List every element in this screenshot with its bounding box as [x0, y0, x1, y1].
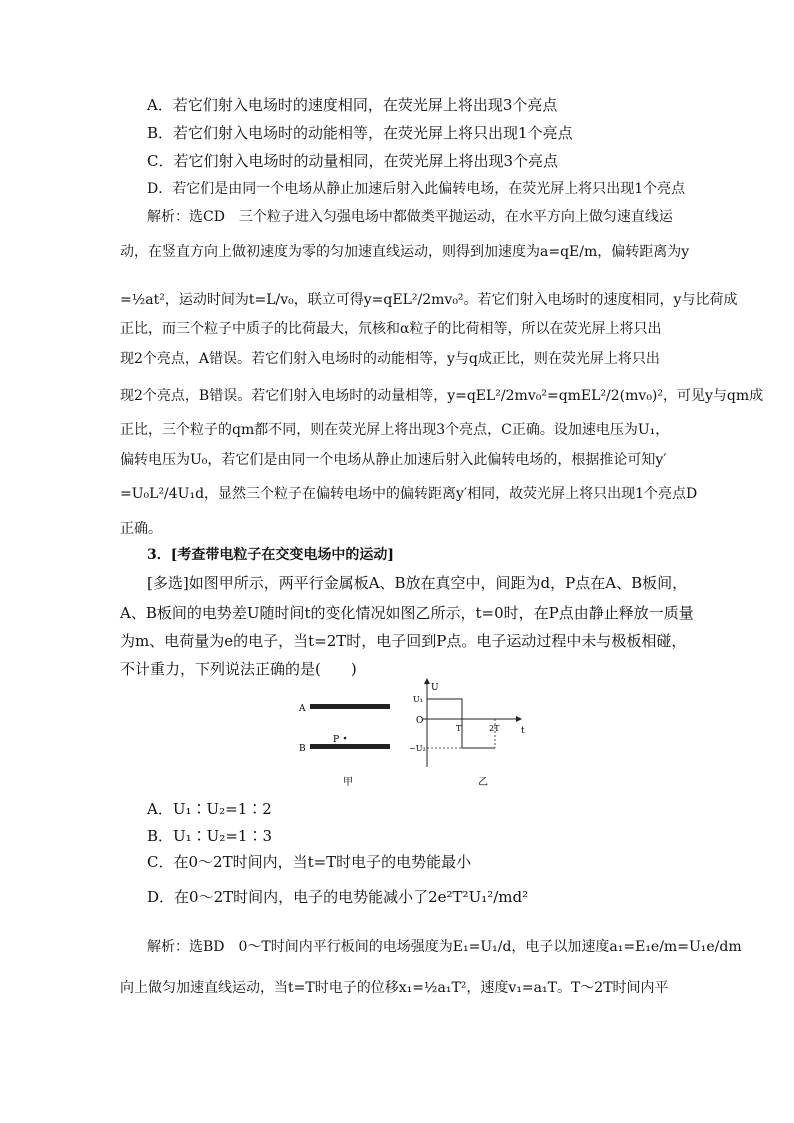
t-axis-arrow [516, 716, 522, 722]
caption-left: 甲 [343, 777, 353, 788]
analysis-line: 现2个亮点，A错误。若它们射入电场时的动能相等，y与q成正比，则在荧光屏上将只出 [120, 351, 660, 367]
choice-c: C．在0～2T时间内，当t=T时电子的电势能最小 [147, 853, 472, 871]
analysis-line: 正比，三个粒子的qm都不同，则在荧光屏上将出现3个亮点，C正确。设加速电压为U₁， [120, 422, 670, 438]
choice-b: B．U₁∶U₂=1∶3 [147, 827, 272, 845]
point-p-label: P [333, 735, 340, 745]
analysis-line: 偏转电压为U₀，若它们是由同一个电场从静止加速后射入此偏转电场的，根据推论可知y′ [120, 452, 667, 468]
neg-u2-label: −U₂ [409, 744, 426, 753]
question-text: [多选]如图甲所示，两平行金属板A、B放在真空中，间距为d，P点在A、B板间， [147, 574, 688, 592]
voltage-time-graph [409, 678, 525, 788]
point-p-dot [344, 737, 347, 740]
analysis-line: =½at²，运动时间为t=L/v₀，联立可得y=qEL²/2mv₀²。若它们射入电场时的速度相同，y与比荷成 [120, 292, 738, 308]
question-text: A、B板间的电势差U随时间t的变化情况如图乙所示，t=0时，在P点由静止释放一质量 [120, 604, 694, 622]
tick-t-label: T [456, 724, 462, 733]
option-d: D．若它们是由同一个电场从静止加速后射入此偏转电场，在荧光屏上将只出现1个亮点 [147, 181, 686, 197]
axis-u-label: U [431, 683, 439, 693]
choice-d: D．在0～2T时间内，电子的电势能减小了2e²T²U₁²/md² [147, 888, 529, 906]
u1-label: U₁ [413, 695, 423, 704]
plate-a [310, 704, 390, 709]
caption-right: 乙 [478, 777, 488, 788]
analysis-line: 解析：选CD 三个粒子进入匀强电场中都做类平抛运动，在水平方向上做匀速直线运 [147, 209, 673, 225]
analysis-line: 正确。 [120, 521, 162, 537]
plate-diagram [298, 704, 390, 788]
question-text: 不计重力，下列说法正确的是( ) [120, 660, 357, 678]
question-heading: 3．[考查带电粒子在交变电场中的运动] [147, 547, 394, 563]
analysis-line: 动，在竖直方向上做初速度为零的匀加速直线运动，则得到加速度为a=qE/m，偏转距离为y [120, 244, 690, 260]
analysis-line: 向上做匀加速直线运动，当t=T时电子的位移x₁=½a₁T²，速度v₁=a₁T。T～2T时间内平 [120, 980, 669, 996]
figure-plates-and-voltage-graph [295, 672, 535, 792]
analysis-line: 正比，而三个粒子中质子的比荷最大，氘核和α粒子的比荷相等，所以在荧光屏上将只出 [120, 321, 662, 337]
plate-b-label: B [299, 744, 306, 754]
u-axis-arrow [424, 678, 430, 684]
plate-b [310, 744, 390, 749]
question-text: 为m、电荷量为e的电子，当t=2T时，电子回到P点。电子运动过程中未与极板相碰， [120, 632, 687, 650]
option-c: C．若它们射入电场时的动量相同，在荧光屏上将出现3个亮点 [147, 152, 559, 170]
choice-a: A．U₁∶U₂=1∶2 [147, 800, 272, 818]
plate-a-label: A [299, 704, 306, 714]
option-b: B．若它们射入电场时的动能相等，在荧光屏上将只出现1个亮点 [147, 124, 573, 142]
analysis-line: 解析：选BD 0～T时间内平行板间的电场强度为E₁=U₁/d，电子以加速度a₁=E₁e/m=U₁e/dm [147, 939, 742, 955]
axis-t-label: t [521, 726, 525, 736]
analysis-line: 现2个亮点，B错误。若它们射入电场时的动量相等，y=qEL²/2mv₀²=qmEL²/2(mv₀)²，可见y与qm成 [120, 388, 764, 404]
analysis-line: =U₀L²/4U₁d，显然三个粒子在偏转电场中的偏转距离y′相同，故荧光屏上将只出现1个亮点D [120, 486, 698, 502]
tick-2t-label: 2T [489, 724, 500, 733]
origin-label: O [416, 716, 424, 726]
option-a: A．若它们射入电场时的速度相同，在荧光屏上将出现3个亮点 [147, 96, 558, 114]
